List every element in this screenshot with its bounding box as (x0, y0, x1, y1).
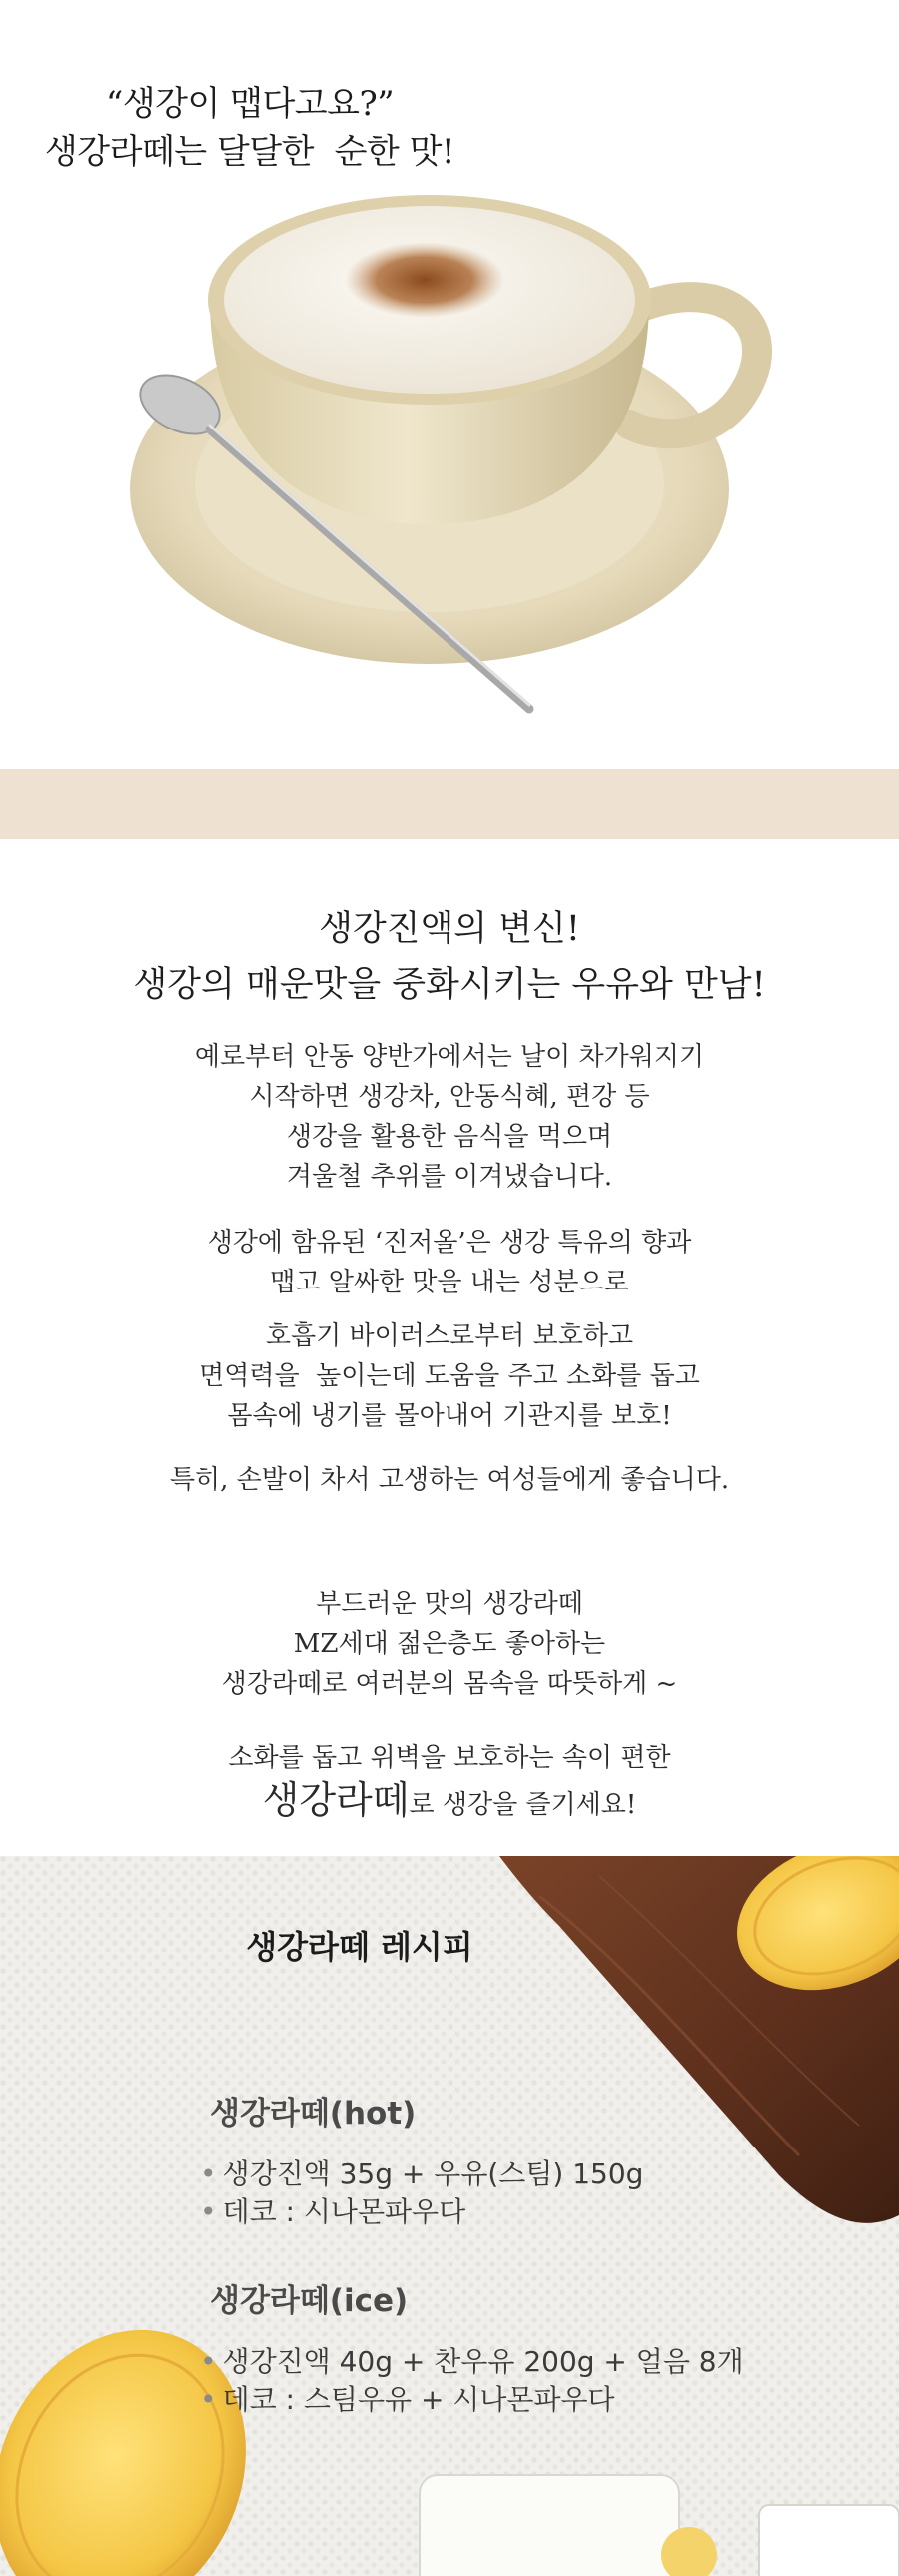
story-line: MZ세대 젊은층도 좋아하는 (293, 1629, 606, 1659)
recipe-hot-list (200, 2155, 643, 2231)
list-item: • 데코 : 시나몬파우다 (200, 2193, 643, 2231)
recipe-ice-list (200, 2343, 744, 2419)
hero-quote (30, 80, 469, 176)
story-line: 시작하면 생강차, 안동식혜, 편강 등 (249, 1082, 650, 1112)
story-headline-line: 생강의 매운맛을 중화시키는 우유와 만남! (133, 965, 766, 1005)
recipe-section (0, 1856, 899, 2576)
closing-line: 소화를 돕고 위벽을 보호하는 속이 편한 (228, 1743, 671, 1773)
story-line: 몸속에 냉기를 몰아내어 기관지를 보호! (227, 1401, 672, 1431)
story-line: 겨울철 추위를 이겨냈습니다. (286, 1162, 613, 1192)
story-paragraph (0, 1316, 899, 1436)
story-paragraph (0, 1037, 899, 1197)
list-item: • 데코 : 스팀우유 + 시나몬파우다 (200, 2381, 744, 2419)
story-line: 생강에 함유된 ‘진저올’은 생강 특유의 향과 (207, 1228, 692, 1258)
ginger-latte-cup-illustration (130, 190, 789, 749)
story-paragraph (0, 1223, 899, 1302)
hero-quote-line: 생강라떼는 달달한 순한 맛! (44, 132, 455, 172)
story-paragraph (0, 1460, 899, 1500)
story-line: 생강라떼로 여러분의 몸속을 따뜻하게 ~ (221, 1669, 678, 1699)
color-band-divider (0, 769, 899, 839)
recipe-hot-heading: 생강라떼(hot) (210, 2096, 417, 2132)
hero-quote-line: “생강이 맵다고요?” (105, 84, 395, 124)
hero-section (0, 0, 899, 769)
story-line: 생강을 활용한 음식을 먹으며 (286, 1122, 613, 1152)
story-headline (0, 901, 899, 1013)
story-headline-line: 생강진액의 변신! (319, 909, 580, 949)
closing-emphasis-word: 생강라떼 (262, 1778, 410, 1822)
story-paragraph (0, 1584, 899, 1704)
list-item: • 생강진액 35g + 우유(스팀) 150g (200, 2155, 643, 2193)
closing-line-emphasis (0, 1778, 899, 1827)
story-line: 맵고 알싸한 맛을 내는 성분으로 (270, 1268, 629, 1297)
story-line: 예로부터 안동 양반가에서는 날이 차가워지기 (194, 1042, 705, 1072)
closing-rest: 로 생강을 즐기세요! (409, 1790, 637, 1820)
story-closing (0, 1738, 899, 1827)
recipe-title: 생강라떼 레시피 (246, 1928, 473, 1966)
story-line: 호흡기 바이러스로부터 보호하고 (265, 1321, 634, 1351)
list-item: • 생강진액 40g + 찬우유 200g + 얼음 8개 (200, 2343, 744, 2381)
story-line: 면역력을 높이는데 도움을 주고 소화를 돕고 (199, 1361, 700, 1391)
story-section (0, 839, 899, 1856)
story-line: 부드러운 맛의 생강라떼 (316, 1589, 583, 1619)
story-line: 특히, 손발이 차서 고생하는 여성들에게 좋습니다. (169, 1465, 730, 1495)
recipe-ice-heading: 생강라떼(ice) (210, 2283, 409, 2319)
